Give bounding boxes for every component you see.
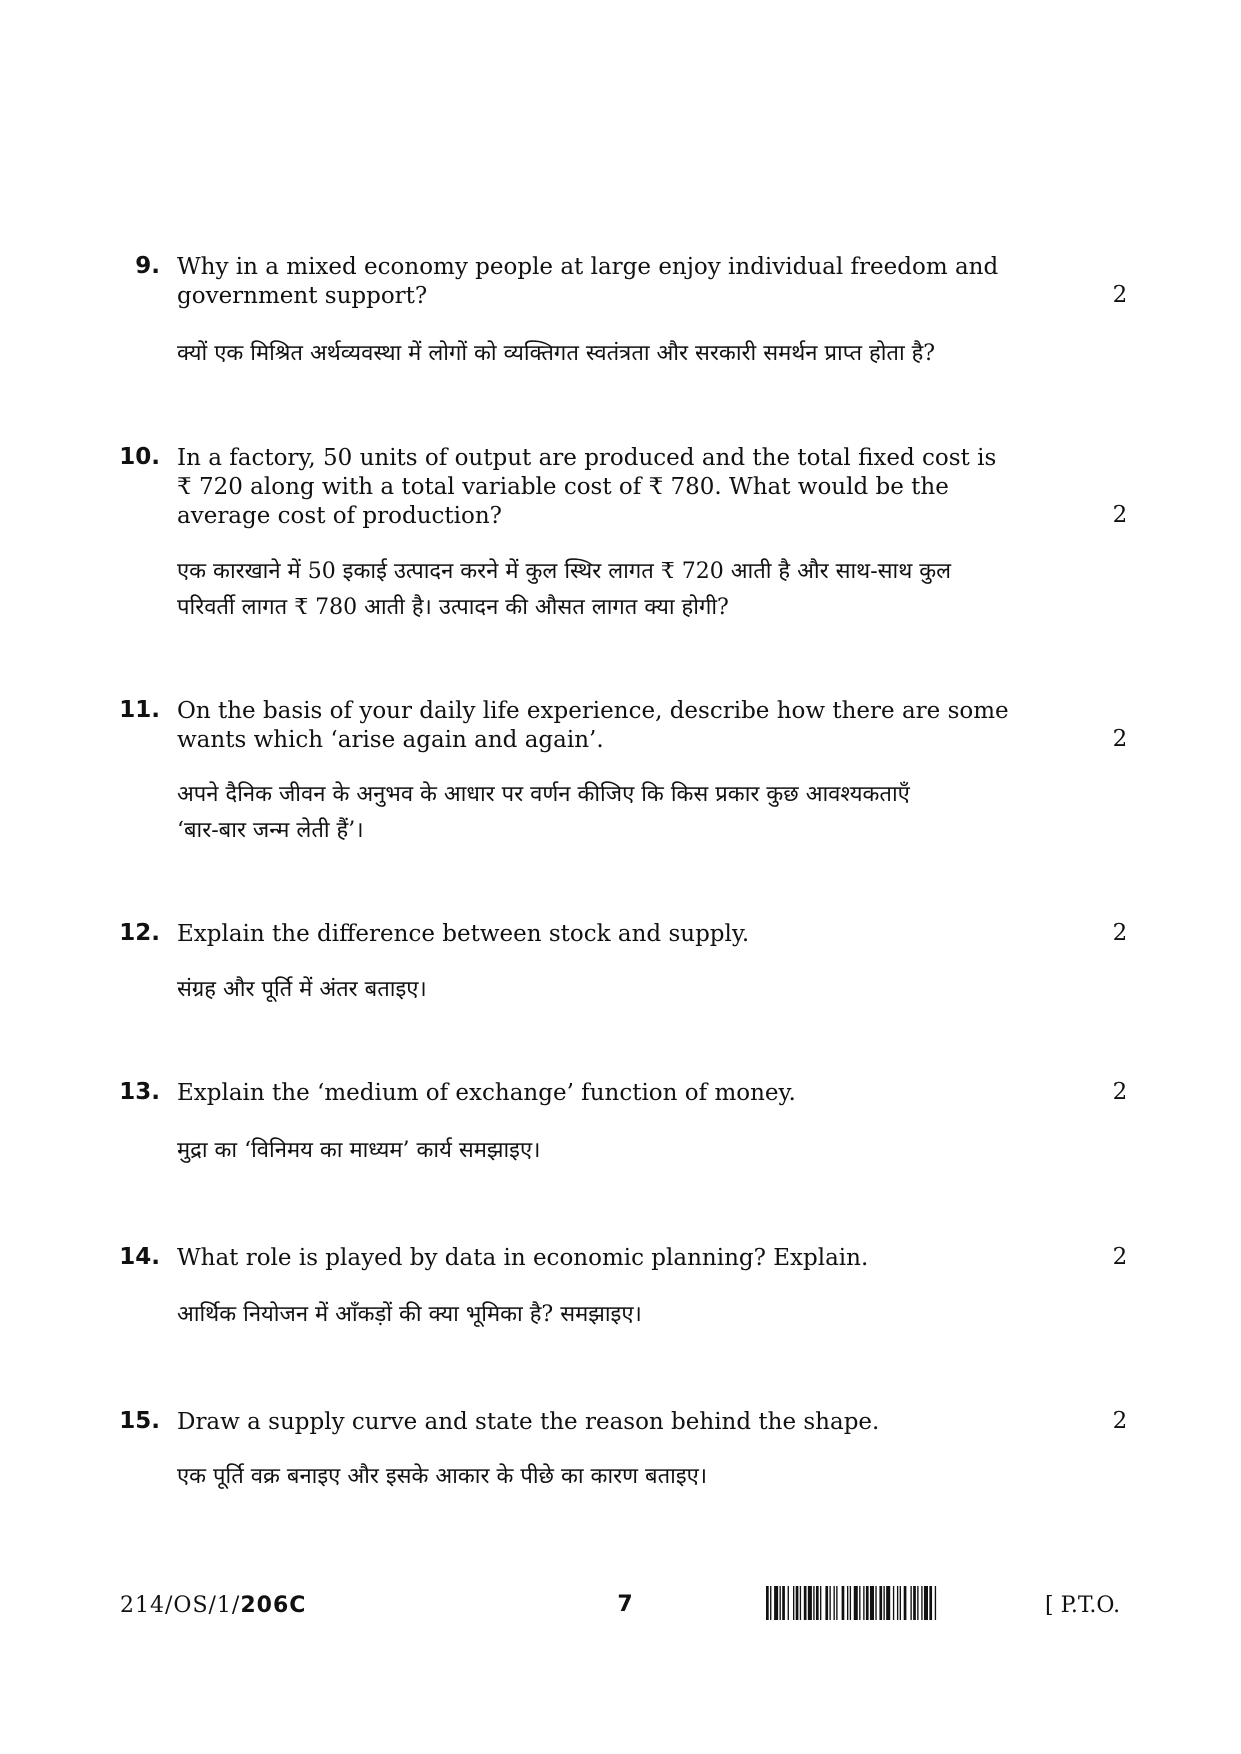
english-line: On the basis of your daily life experience, describe how there are some — [177, 698, 1009, 724]
english-line: government support? — [177, 283, 428, 309]
question-number: 11. — [119, 697, 160, 723]
question-text-hindi — [177, 554, 1070, 626]
english-line: In a factory, 50 units of output are produced and the total fixed cost is — [177, 445, 997, 471]
paper-code-bold: 206C — [240, 1593, 307, 1618]
question-number: 9. — [135, 253, 160, 279]
question-number: 15. — [119, 1408, 160, 1434]
question-text-english: Draw a supply curve and state the reason behind the shape. — [177, 1409, 880, 1435]
question-text-hindi: संग्रह और पूर्ति में अंतर बताइए। — [177, 977, 427, 1002]
english-line: Why in a mixed economy people at large enjoy individual freedom and — [177, 254, 999, 280]
question-text-hindi: क्यों एक मिश्रित अर्थव्यवस्था में लोगों को व्यक्तिगत स्वतंत्रता और सरकारी समर्थन प्राप्त होता है? — [177, 341, 936, 366]
question-text-english — [177, 697, 1070, 755]
paper-code — [120, 1593, 306, 1618]
page-number: 7 — [617, 1592, 633, 1617]
hindi-line: अपने दैनिक जीवन के अनुभव के आधार पर वर्णन कीजिए कि किस प्रकार कुछ आवश्यकताएँ — [177, 782, 910, 807]
question-number: 10. — [119, 444, 160, 470]
question-number: 12. — [119, 920, 160, 946]
question-number: 14. — [119, 1244, 160, 1270]
english-line: average cost of production? — [177, 503, 502, 529]
question-marks: 2 — [1112, 502, 1128, 528]
pto-label: [ P.T.O. — [1045, 1593, 1121, 1618]
question-text-hindi: आर्थिक नियोजन में आँकड़ों की क्या भूमिका है? समझाइए। — [177, 1302, 642, 1327]
question-text-english: Explain the difference between stock and supply. — [177, 921, 750, 947]
hindi-line: एक कारखाने में 50 इकाई उत्पादन करने में कुल स्थिर लागत ₹ 720 आती है और साथ-साथ कुल — [177, 559, 952, 584]
barcode-icon — [766, 1586, 1031, 1620]
question-number: 13. — [119, 1079, 160, 1105]
hindi-line: ‘बार-बार जन्म लेती हैं’। — [177, 818, 364, 843]
question-text-english: What role is played by data in economic planning? Explain. — [177, 1245, 869, 1271]
question-text-hindi: एक पूर्ति वक्र बनाइए और इसके आकार के पीछे का कारण बताइए। — [177, 1464, 708, 1489]
hindi-line: परिवर्ती लागत ₹ 780 आती है। उत्पादन की औसत लागत क्या होगी? — [177, 595, 729, 620]
question-text-english — [177, 253, 1070, 311]
question-marks: 2 — [1112, 1408, 1128, 1434]
english-line: ₹ 720 along with a total variable cost of ₹ 780. What would be the — [177, 474, 949, 500]
english-line: wants which ‘arise again and again’. — [177, 727, 604, 753]
question-marks: 2 — [1112, 282, 1128, 308]
question-text-hindi — [177, 777, 1070, 849]
paper-code-prefix: 214/OS/1/ — [120, 1593, 241, 1618]
question-text-hindi: मुद्रा का ‘विनिमय का माध्यम’ कार्य समझाइए। — [177, 1138, 541, 1163]
question-text-english — [177, 444, 1070, 531]
question-text-english: Explain the ‘medium of exchange’ function of money. — [177, 1080, 796, 1106]
question-marks: 2 — [1112, 726, 1128, 752]
question-marks: 2 — [1112, 920, 1128, 946]
question-marks: 2 — [1112, 1244, 1128, 1270]
question-marks: 2 — [1112, 1079, 1128, 1105]
